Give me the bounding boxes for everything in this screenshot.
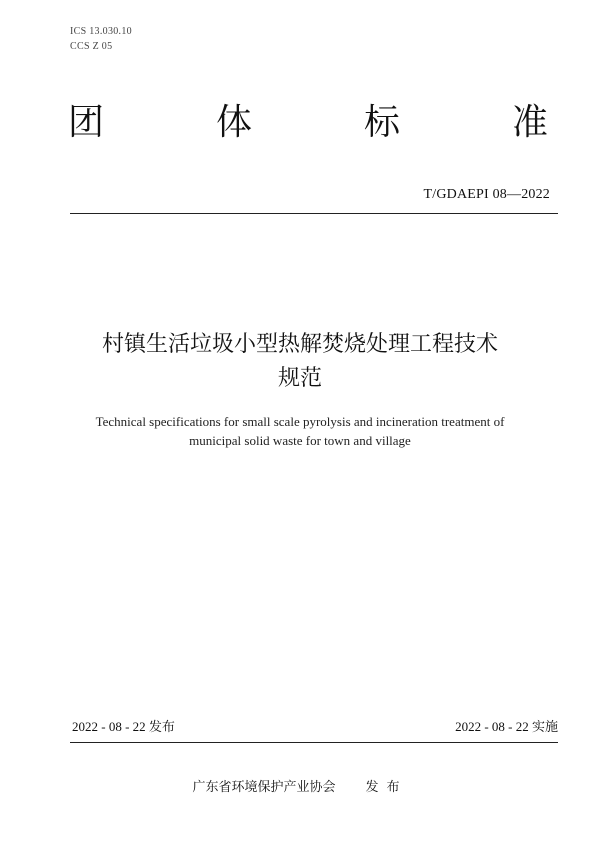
standard-type-char-3: 标 xyxy=(363,102,400,143)
standard-type-heading xyxy=(68,98,548,148)
standard-type-char-1: 团 xyxy=(68,102,105,143)
chinese-title xyxy=(40,328,560,396)
publisher-name: 广东省环境保护产业协会 xyxy=(192,780,336,795)
top-divider xyxy=(70,213,558,214)
effective-date: 2022 - 08 - 22 实施 xyxy=(455,719,558,734)
standard-number: T/GDAEPI 08—2022 xyxy=(423,187,550,202)
chinese-title-line-1: 村镇生活垃圾小型热解焚烧处理工程技术 xyxy=(101,332,498,357)
english-title-line-2: municipal solid waste for town and village xyxy=(189,433,411,448)
english-title xyxy=(40,412,560,450)
bottom-divider xyxy=(70,742,558,743)
english-title-line-1: Technical specifications for small scale pyrolysis and incineration treatment of xyxy=(95,414,505,429)
standard-type-char-4: 准 xyxy=(511,102,548,143)
publisher-line xyxy=(0,776,600,795)
chinese-title-line-2: 规范 xyxy=(277,366,322,391)
ics-code: ICS 13.030.10 xyxy=(70,26,132,37)
ccs-code: CCS Z 05 xyxy=(70,41,113,52)
issue-date: 2022 - 08 - 22 发布 xyxy=(72,719,175,734)
standard-type-char-2: 体 xyxy=(215,102,252,143)
publisher-verb: 发布 xyxy=(365,780,408,795)
